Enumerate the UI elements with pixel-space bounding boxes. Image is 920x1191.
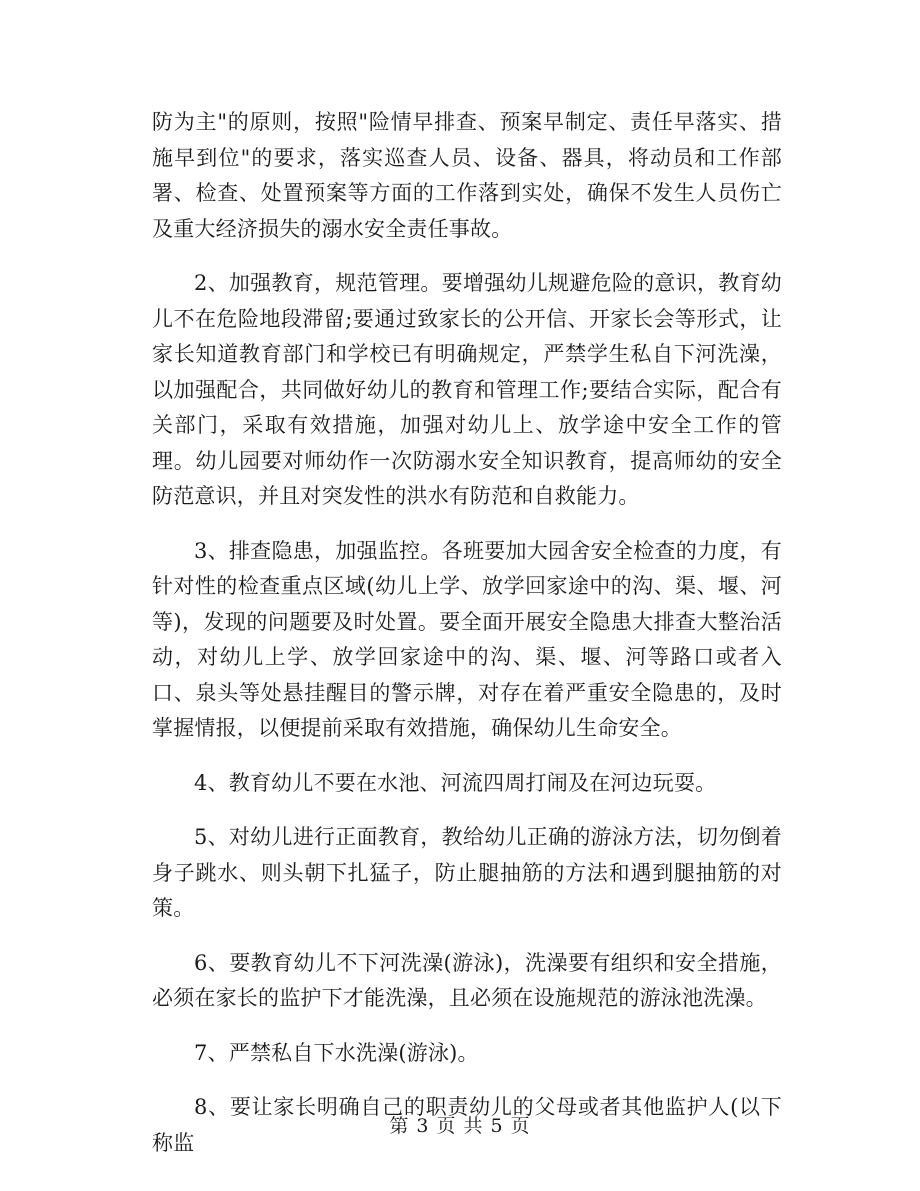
paragraph-item-7: 7、严禁私自下水洗澡(游泳)。 [194,1040,479,1065]
paragraph-item-3: 3、排查隐患，加强监控。各班要加大园舍安全检查的力度，有针对性的检查重点区域(幼儿上学、放学回家途中的沟、渠、堰、河等)，发现的问题要及时处置。要全面开展安全隐患大排查大整治活动，对幼儿上学、放学回家途中的沟、渠、堰、河等路口或者入口、泉头等处悬挂醒目的警示牌，对存在着严重安全隐患的，及时掌握情报，以便提前采取有效措施，确保幼儿生命安全。 [152,538,782,740]
page-number-footer: 第 3 页 共 5 页 [389,1115,531,1137]
paragraph-item-8: 8、要让家长明确自己的职责幼儿的父母或者其他监护人(以下称监 [152,1095,782,1155]
document-body [152,105,782,1180]
paragraph-item-2: 2、加强教育，规范管理。要增强幼儿规避危险的意识，教育幼儿不在危险地段滞留;要通过致家长的公开信、开家长会等形式，让家长知道教育部门和学校已有明确规定，严禁学生私自下河洗澡，以加强配合，共同做好幼儿的教育和管理工作;要结合实际，配合有关部门，采取有效措施，加强对幼儿上、放学途中安全工作的管理。幼儿园要对师幼作一次防溺水安全知识教育，提高师幼的安全防范意识，并且对突发性的洪水有防范和自救能力。 [152,271,782,508]
paragraph-item-5: 5、对幼儿进行正面教育，教给幼儿正确的游泳方法，切勿倒着身子跳水、则头朝下扎猛子，防止腿抽筋的方法和遇到腿抽筋的对策。 [152,825,782,920]
paragraph-item-6: 6、要教育幼儿不下河洗澡(游泳)，洗澡要有组织和安全措施，必须在家长的监护下才能洗澡，且必须在设施规范的游泳池洗澡。 [152,950,782,1010]
paragraph-item-4: 4、教育幼儿不要在水池、河流四周打闹及在河边玩耍。 [194,770,717,795]
paragraph-continuation: 防为主"的原则，按照"险情早排查、预案早制定、责任早落实、措施早到位"的要求，落实巡查人员、设备、器具，将动员和工作部署、检查、处置预案等方面的工作落到实处，确保不发生人员伤亡及重大经济损失的溺水安全责任事故。 [152,110,782,241]
